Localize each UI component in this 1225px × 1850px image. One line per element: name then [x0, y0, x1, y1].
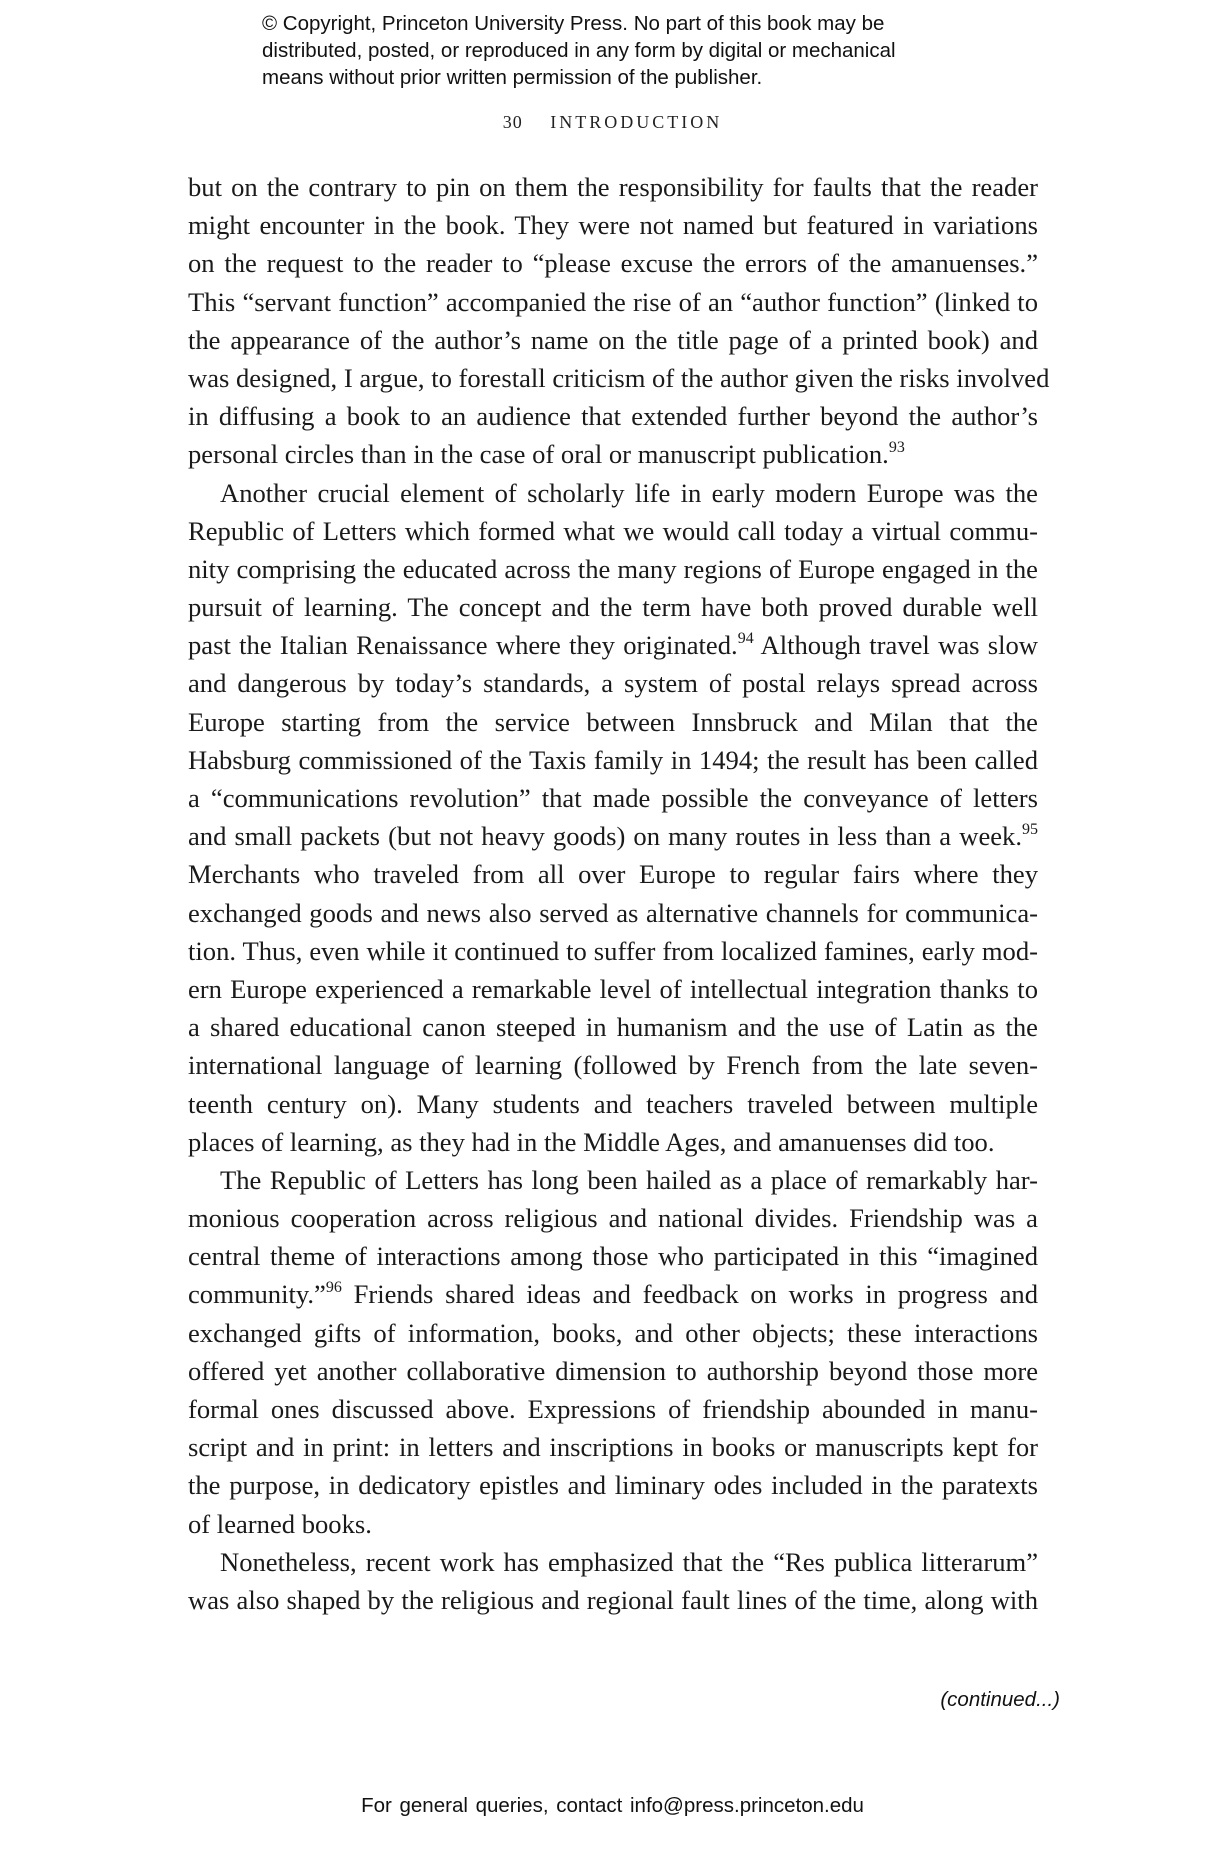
text-segment: and small packets (but not heavy goods) on many routes in less than a week. — [188, 821, 1022, 852]
text-segment: past the Italian Renaissance where they originated. — [188, 630, 738, 661]
text-line: Merchants who traveled from all over Europe to regular fairs where they — [188, 859, 1038, 890]
text-line: ern Europe experienced a remarkable level of intellectual integration thanks to — [188, 973, 1038, 1004]
text-line: Habsburg commissioned of the Taxis family in 1494; the result has been called — [188, 744, 1038, 775]
copyright-notice — [262, 10, 1002, 91]
text-segment: community.” — [188, 1279, 326, 1310]
text-line: might encounter in the book. They were not named but featured in variations — [188, 210, 1038, 241]
text-line: monious cooperation across religious and national divides. Friendship was a — [188, 1203, 1038, 1234]
text-line: Europe starting from the service between Innsbruck and Milan that the — [188, 706, 1038, 737]
text-line: a “communications revolution” that made possible the conveyance of letters — [188, 783, 1038, 813]
text-line: teenth century on). Many students and teachers traveled between multiple — [188, 1088, 1038, 1119]
copyright-line: means without prior written permission of the publisher. — [262, 66, 763, 89]
body-text — [188, 168, 1050, 1619]
text-line: in diffusing a book to an audience that extended further beyond the author’s — [188, 401, 1038, 432]
text-line: was designed, I argue, to forestall criticism of the author given the risks involved — [188, 362, 1050, 393]
text-line: a shared educational canon steeped in humanism and the use of Latin as the — [188, 1012, 1038, 1043]
section-title: INTRODUCTION — [550, 112, 723, 132]
footer-contact: For general queries, contact info@press.princeton.edu — [361, 1794, 864, 1817]
footnote-ref: 95 — [1022, 821, 1038, 839]
continued-label: (continued...) — [940, 1688, 1060, 1711]
text-line: the purpose, in dedicatory epistles and liminary odes included in the paratexts — [188, 1470, 1038, 1501]
text-line: Nonetheless, recent work has emphasized that the “Res publica litterarum” — [220, 1546, 1038, 1577]
text-segment: Friends shared ideas and feedback on works in progress and — [341, 1279, 1038, 1310]
text-line: central theme of interactions among those who participated in this “imagined — [188, 1241, 1038, 1272]
text-line: The Republic of Letters has long been hailed as a place of remarkably har- — [220, 1164, 1038, 1195]
text-line: script and in print: in letters and inscriptions in books or manuscripts kept for — [188, 1432, 1038, 1463]
text-line: was also shaped by the religious and regional fault lines of the time, along with — [188, 1584, 1038, 1615]
text-line: on the request to the reader to “please excuse the errors of the amanuenses.” — [188, 248, 1038, 279]
text-line: pursuit of learning. The concept and the term have both proved durable well — [188, 592, 1038, 623]
text-line: international language of learning (followed by French from the late seven- — [188, 1050, 1038, 1081]
text-line — [188, 817, 1038, 855]
text-line: the appearance of the author’s name on the title page of a printed book) and — [188, 324, 1038, 355]
copyright-line: distributed, posted, or reproduced in any form by digital or mechanical — [262, 39, 896, 62]
copyright-line: © Copyright, Princeton University Press. No part of this book may be — [262, 12, 885, 35]
text-line: places of learning, as they had in the Middle Ages, and amanuenses did too. — [188, 1126, 995, 1157]
footnote-ref: 96 — [325, 1279, 342, 1297]
text-line — [188, 626, 1038, 664]
running-head — [0, 112, 1225, 133]
page-number: 30 — [502, 112, 523, 132]
text-line: exchanged goods and news also served as alternative channels for communica- — [188, 897, 1038, 928]
text-segment: personal circles than in the case of oral or manuscript publication. — [188, 439, 889, 470]
text-line: This “servant function” accompanied the rise of an “author function” (linked to — [188, 286, 1038, 317]
footnote-ref: 93 — [888, 439, 905, 457]
text-line: and dangerous by today’s standards, a system of postal relays spread across — [188, 668, 1038, 699]
text-line: but on the contrary to pin on them the responsibility for faults that the reader — [188, 172, 1038, 202]
text-segment: Although travel was slow — [753, 630, 1039, 661]
text-line: tion. Thus, even while it continued to suffer from localized famines, early mod- — [188, 935, 1038, 966]
footnote-ref: 94 — [737, 630, 754, 648]
text-line: exchanged gifts of information, books, and other objects; these interactions — [188, 1317, 1038, 1348]
text-line — [188, 435, 1038, 473]
text-line: nity comprising the educated across the many regions of Europe engaged in the — [188, 553, 1038, 584]
text-line: of learned books. — [188, 1508, 372, 1539]
text-line: Another crucial element of scholarly life in early modern Europe was the — [220, 477, 1038, 508]
text-line: formal ones discussed above. Expressions of friendship abounded in manu- — [188, 1394, 1038, 1424]
text-line — [188, 1275, 1038, 1313]
text-line: Republic of Letters which formed what we would call today a virtual commu- — [188, 515, 1038, 546]
text-line: offered yet another collaborative dimension to authorship beyond those more — [188, 1355, 1038, 1386]
